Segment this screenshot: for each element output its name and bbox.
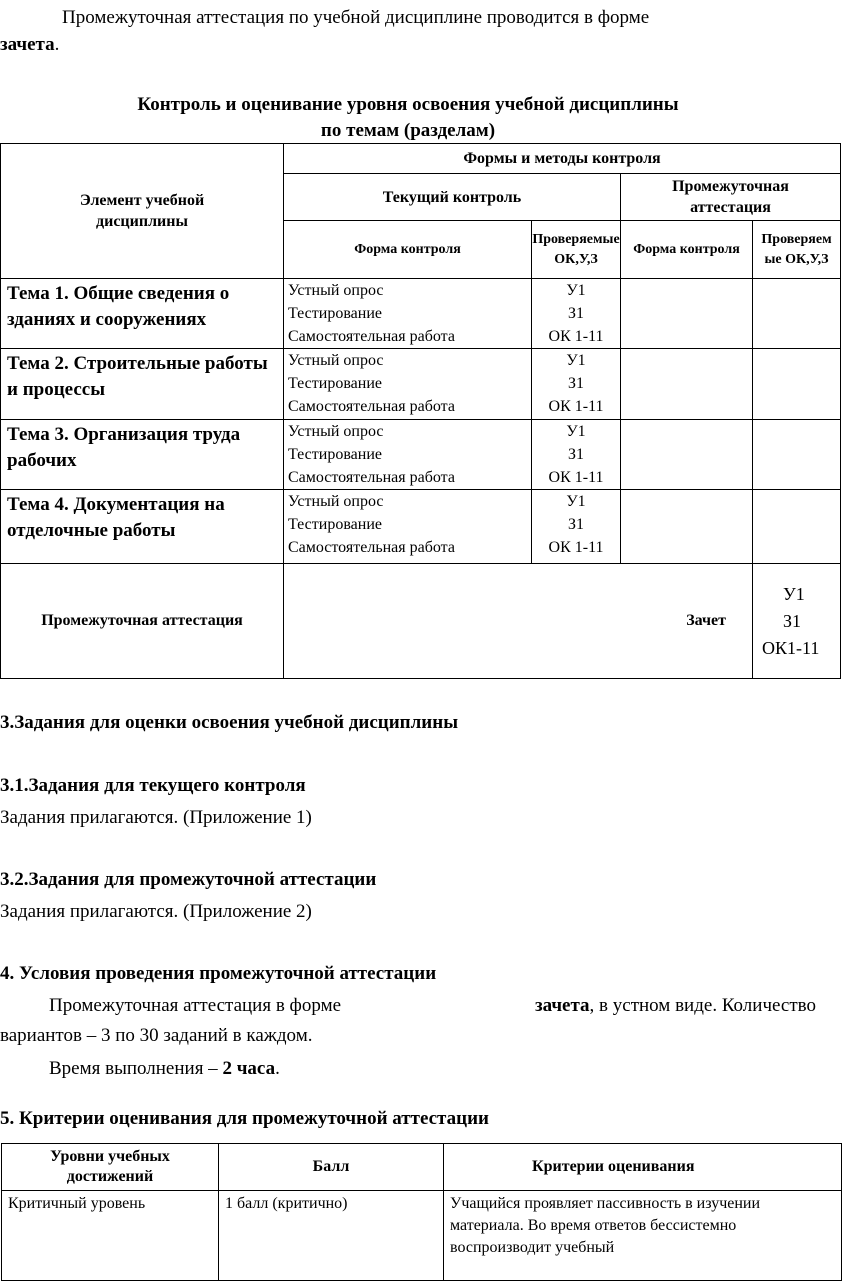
empty-cell <box>753 349 841 420</box>
section-3-2-title: 3.2.Задания для промежуточной аттестации <box>0 869 377 890</box>
topic-cell: Тема 4. Документация на отделочные работы <box>1 490 284 564</box>
criteria-header-criteria: Критерии оценивания <box>444 1144 842 1191</box>
criteria-header-level: Уровни учебных достижений <box>2 1144 219 1191</box>
empty-cell <box>753 490 841 564</box>
criteria-score-cell: 1 балл (критично) <box>219 1191 444 1281</box>
header-form-control: Форма контроля <box>284 221 532 279</box>
section-4-para-2: Время выполнения – 2 часа. <box>49 1058 280 1079</box>
section-4-title: 4. Условия проведения промежуточной аттестации <box>0 963 437 984</box>
criteria-text-cell: Учащийся проявляет пассивность в изучении материала. Во время ответов бессистемно воспроизводит учебный <box>444 1191 842 1281</box>
empty-cell <box>753 420 841 490</box>
table-row <box>1 349 841 420</box>
header-element: Элемент учебной дисциплины <box>1 144 284 279</box>
control-table <box>0 143 841 679</box>
intro-bold-word: зачета <box>0 34 55 55</box>
section-title-line-1: Контроль и оценивание уровня освоения учебной дисциплины <box>137 94 679 115</box>
intro-tail: . <box>54 34 60 55</box>
table-row <box>1 279 841 349</box>
table-row <box>1 420 841 490</box>
section-4-para-1: Промежуточная аттестация в форме зачета, в устном виде. Количество <box>49 995 816 1016</box>
section-4-para-1-line-2: вариантов – 3 по 30 заданий в каждом. <box>0 1025 313 1046</box>
topic-cell: Тема 2. Строительные работы и процессы <box>1 349 284 420</box>
final-skills: У1 З1 ОК1-11 <box>753 564 841 679</box>
topic-cell: Тема 1. Общие сведения о зданиях и сооружениях <box>1 279 284 349</box>
section-3-title: 3.Задания для оценки освоения учебной дисциплины <box>0 712 459 733</box>
section-3-1-title: 3.1.Задания для текущего контроля <box>0 775 306 796</box>
criteria-header-score: Балл <box>219 1144 444 1191</box>
section-title-line-2: по темам (разделам) <box>320 120 496 141</box>
intro-line-2 <box>0 31 59 58</box>
header-form-control-2: Форма контроля <box>621 221 753 279</box>
forms-cell: Устный опрос Тестирование Самостоятельная работа <box>284 349 532 420</box>
header-forms-methods: Формы и методы контроля <box>284 144 841 174</box>
empty-cell <box>753 279 841 349</box>
section-3-1-text: Задания прилагаются. (Приложение 1) <box>0 807 312 828</box>
forms-cell: Устный опрос Тестирование Самостоятельная работа <box>284 279 532 349</box>
header-current-control: Текущий контроль <box>284 174 621 221</box>
forms-cell: Устный опрос Тестирование Самостоятельная работа <box>284 420 532 490</box>
topic-cell: Тема 3. Организация труда рабочих <box>1 420 284 490</box>
header-checked: Проверяемые ОК,У,З <box>532 221 621 279</box>
forms-cell: Устный опрос Тестирование Самостоятельная работа <box>284 490 532 564</box>
empty-cell <box>621 279 753 349</box>
final-label: Промежуточная аттестация <box>1 564 284 679</box>
intro-line-1: Промежуточная аттестация по учебной дисциплине проводится в форме <box>62 7 650 28</box>
criteria-level-cell: Критичный уровень <box>2 1191 219 1281</box>
empty-cell <box>621 490 753 564</box>
final-row <box>1 564 841 679</box>
section-3-2-text: Задания прилагаются. (Приложение 2) <box>0 901 312 922</box>
criteria-table <box>1 1143 842 1281</box>
skills-cell: У1 З1 ОК 1-11 <box>532 490 621 564</box>
skills-cell: У1 З1 ОК 1-11 <box>532 279 621 349</box>
skills-cell: У1 З1 ОК 1-11 <box>532 349 621 420</box>
empty-cell <box>621 349 753 420</box>
header-checked-2: Проверяемые ОК,У,З <box>753 221 841 279</box>
empty-cell <box>621 420 753 490</box>
skills-cell: У1 З1 ОК 1-11 <box>532 420 621 490</box>
final-form: Зачет <box>284 564 753 679</box>
table-row <box>2 1191 842 1281</box>
header-interim: Промежуточная аттестация <box>621 174 841 221</box>
table-row <box>1 490 841 564</box>
section-5-title: 5. Критерии оценивания для промежуточной аттестации <box>0 1108 489 1129</box>
